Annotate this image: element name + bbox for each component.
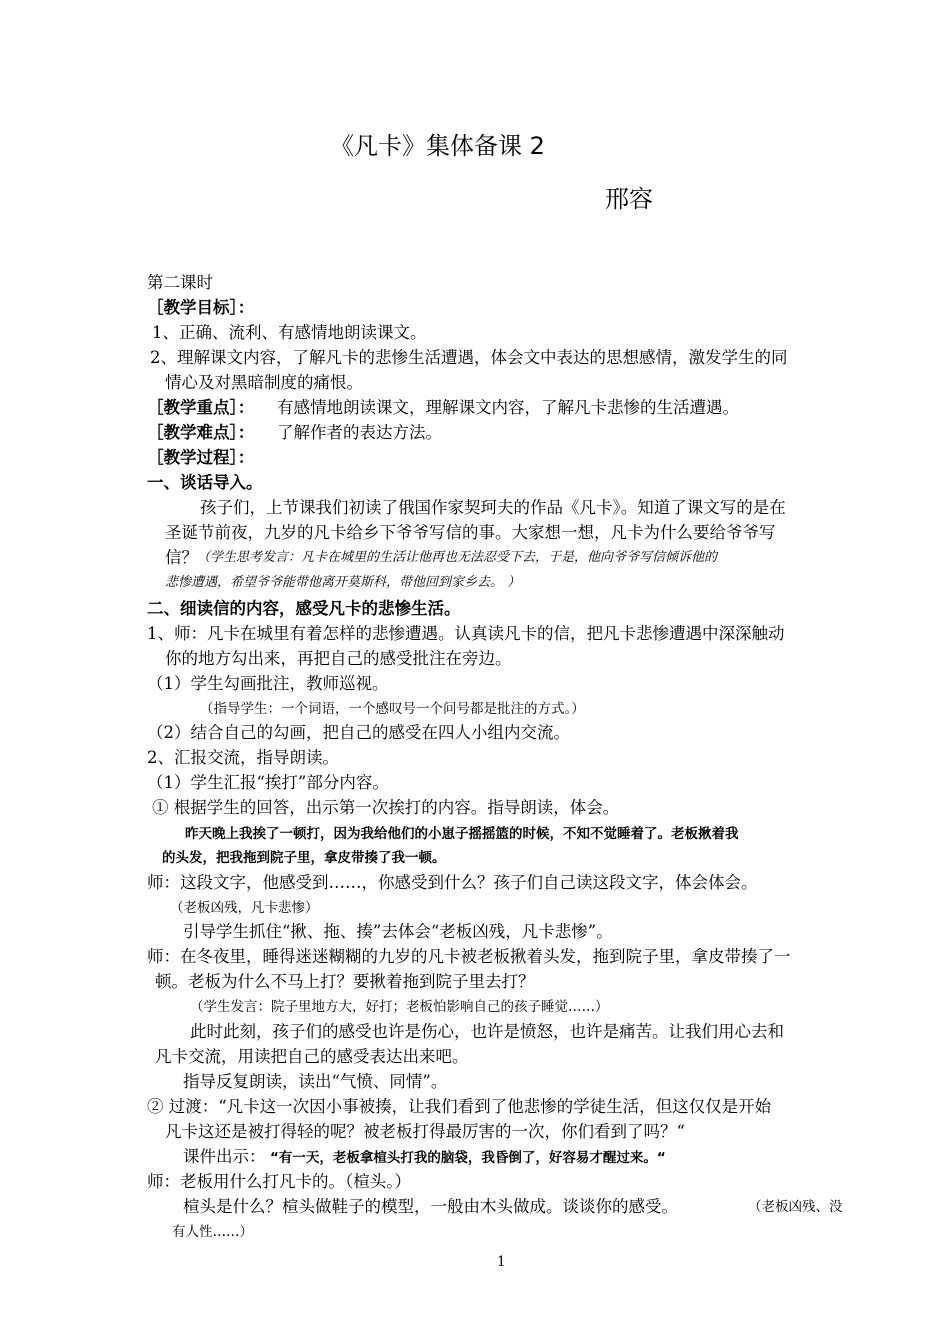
- feeling-paragraph: 此时此刻，孩子们的感受也许是伤心，也许是愤怒，也许是痛苦。让我们用心去和: [190, 1022, 784, 1041]
- quote-beating-2: “有一天，老板拿楦头打我的脑袋，我昏倒了，好容易才醒过来。“: [270, 1150, 666, 1166]
- intro-paragraph-3: 信？: [165, 548, 198, 567]
- annotation-guidance: （指导学生：一个词语，一个感叹号一个问号都是批注的方式。）: [200, 701, 585, 717]
- student-speech-note: （学生发言：院子里地方大，好打；老板怕影响自己的孩子睡觉……）: [190, 999, 609, 1015]
- teacher-line-2-cont: 顿。老板为什么不马上打？要揪着拖到院子里去打？: [155, 972, 535, 991]
- objective-2: 2、理解课文内容，了解凡卡的悲惨生活遭遇，体会文中表达的思想感情，激发学生的同: [150, 348, 788, 367]
- heading-objectives: ［教学目标］：: [147, 298, 255, 317]
- student-response-note-cont: 悲惨遭遇，希望爷爷能带他离开莫斯科，带他回到家乡去。 ）: [165, 575, 521, 590]
- heading-process: ［教学过程］：: [147, 448, 255, 467]
- step-1-text-cont: 你的地方勾出来，再把自己的感受批注在旁边。: [165, 649, 512, 668]
- section-1-heading: 一、谈话导入。: [147, 473, 263, 492]
- reading-guidance: 指导反复朗读，读出“气愤、同情”。: [183, 1072, 448, 1091]
- section-2-heading: 二、细读信的内容，感受凡卡的悲惨生活。: [147, 599, 461, 618]
- step-1-sub-1: （1）学生勾画批注，教师巡视。: [147, 674, 389, 693]
- teacher-line-3: 师：老板用什么打凡卡的。（楦头。）: [147, 1172, 411, 1191]
- heading-key-points: ［教学重点］：: [147, 398, 255, 417]
- feeling-paragraph-cont: 凡卡交流，用读把自己的感受表达出来吧。: [155, 1047, 469, 1066]
- heading-difficulties: ［教学难点］：: [147, 423, 255, 442]
- student-response-note: （学生思考发言：凡卡在城里的生活让他再也无法忍受下去，于是，他向爷爷写信倾诉他的: [197, 550, 718, 565]
- objective-1: 1、正确、流利、有感情地朗读课文。: [152, 323, 427, 342]
- step-2-item-2: ② 过渡：“凡卡这一次因小事被揍，让我们看到了他悲惨的学徒生活，但这仅仅是开始: [147, 1097, 772, 1116]
- objective-2-cont: 情心及对黑暗制度的痛恨。: [165, 373, 363, 392]
- feeling-note-2-cont: 有人性……）: [172, 1224, 253, 1240]
- intro-paragraph-1: 孩子们，上节课我们初读了俄国作家契珂夫的作品《凡卡》。知道了课文写的是在: [200, 498, 786, 517]
- step-1-sub-2: （2）结合自己的勾画，把自己的感受在四人小组内交流。: [147, 723, 570, 742]
- guide-keywords: 引导学生抓住“揪、拖、揍”去体会“老板凶残，凡卡悲惨”。: [183, 922, 613, 941]
- quote-beating-1-cont: 的头发，把我拖到院子里，拿皮带揍了我一顿。: [162, 850, 446, 866]
- last-tool-explanation: 楦头是什么？楦头做鞋子的模型，一般由木头做成。谈谈你的感受。: [183, 1197, 678, 1216]
- lesson-period: 第二课时: [147, 273, 213, 292]
- step-2-item-1: ① 根据学生的回答，出示第一次挨打的内容。指导朗读，体会。: [152, 798, 620, 817]
- page-number: 1: [497, 1254, 506, 1270]
- author-name: 邢容: [605, 185, 653, 213]
- teacher-line-2: 师：在冬夜里，睡得迷迷糊糊的九岁的凡卡被老板揪着头发，拖到院子里，拿皮带揍了一: [147, 947, 791, 966]
- difficulties-text: 了解作者的表达方法。: [277, 423, 442, 442]
- quote-beating-1: 昨天晚上我挨了一顿打，因为我给他们的小崽子摇摇篮的时候，不知不觉睡着了。老板揪着我: [185, 826, 739, 842]
- step-2-sub-1: （1）学生汇报“挨打”部分内容。: [147, 773, 389, 792]
- document-title: 《凡卡》集体备课 2: [330, 132, 545, 160]
- step-2-text: 2、汇报交流，指导朗读。: [147, 748, 339, 767]
- courseware-label: 课件出示：: [183, 1147, 266, 1166]
- step-1-text: 1、师：凡卡在城里有着怎样的悲惨遭遇。认真读凡卡的信，把凡卡悲惨遭遇中深深触动: [147, 624, 785, 643]
- intro-paragraph-2: 圣诞节前夜，九岁的凡卡给乡下爷爷写信的事。大家想一想，凡卡为什么要给爷爷写: [165, 523, 776, 542]
- step-2-item-2-cont: 凡卡这还是被打得轻的呢？被老板打得最厉害的一次，你们看到了吗？“: [165, 1122, 685, 1141]
- teacher-line-1: 师：这段文字，他感受到……，你感受到什么？孩子们自己读这段文字，体会体会。: [147, 873, 758, 892]
- key-points-text: 有感情地朗读课文，理解课文内容，了解凡卡悲惨的生活遭遇。: [277, 398, 739, 417]
- feeling-note-2: （老板凶残、没: [748, 1199, 843, 1215]
- feeling-note-1: （老板凶残，凡卡悲惨）: [170, 900, 319, 916]
